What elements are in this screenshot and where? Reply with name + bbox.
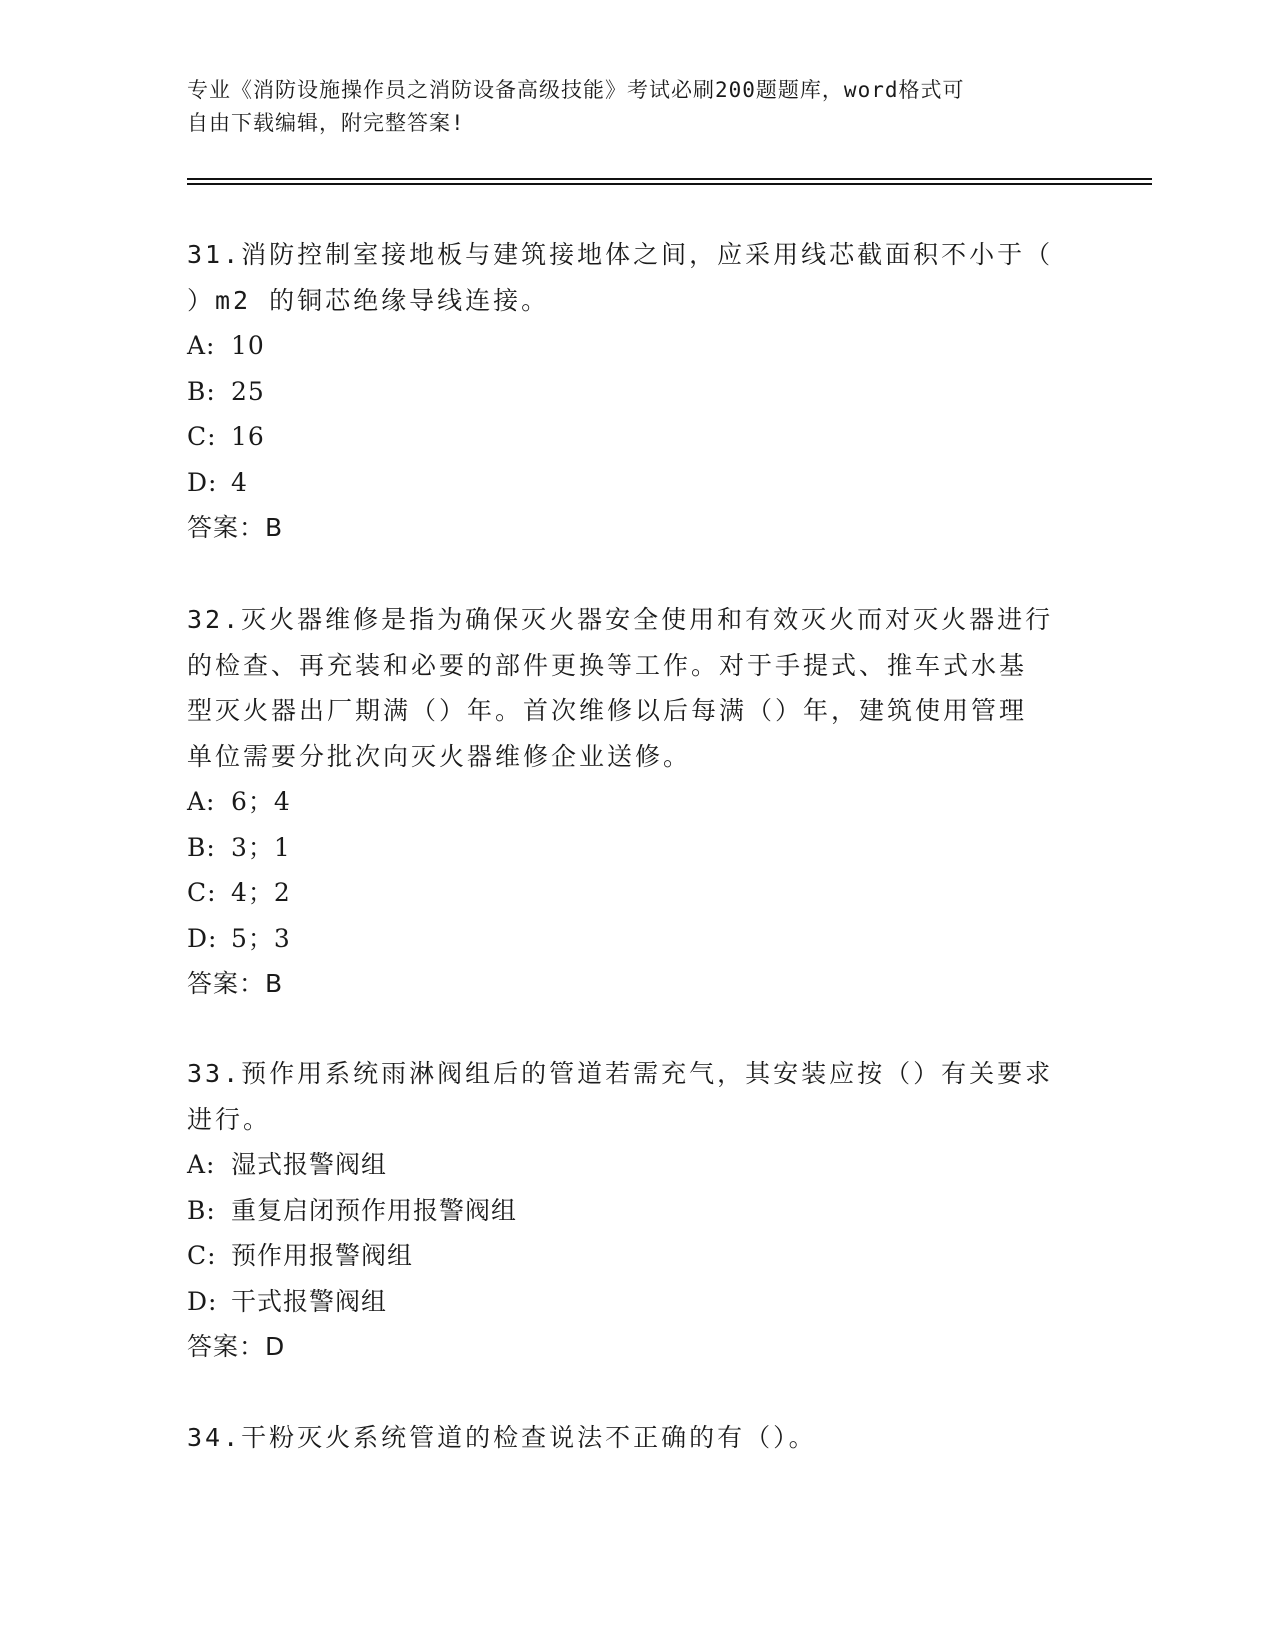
option-label: A: — [187, 1150, 216, 1179]
option-label: C: — [187, 422, 217, 451]
option-text: 干式报警阀组 — [231, 1286, 388, 1316]
header-divider-bottom — [187, 183, 1152, 185]
question-stem: 33.预作用系统雨淋阀组后的管道若需充气，其安装应按（）有关要求 进行。 — [187, 1059, 1054, 1134]
header-line-2: 自由下载编辑，附完整答案! — [187, 111, 465, 135]
option-label: A: — [187, 331, 216, 360]
question-stem: 32.灭火器维修是指为确保灭火器安全使用和有效灭火而对灭火器进行 的检查、再充装和必要的部件更换等工作。对于手提式、推车式水基 型灭火器出厂期满（）年。首次维修以后每满（）年，建筑使用管理 单位需要分批次向灭火器维修企业送修。 — [187, 605, 1054, 771]
answer-line: 答案：D — [187, 1332, 286, 1361]
option-text: 预作用报警阀组 — [231, 1241, 414, 1270]
option-text: 10 — [231, 331, 265, 360]
option-c — [187, 870, 1087, 916]
option-d — [187, 916, 1087, 962]
option-label: A: — [187, 787, 216, 816]
option-label: C: — [187, 878, 217, 907]
option-b — [187, 369, 1087, 415]
question-stem: 31.消防控制室接地板与建筑接地体之间，应采用线芯截面积不小于（ ）m2 的铜芯绝缘导线连接。 — [187, 240, 1054, 315]
option-a — [187, 779, 1087, 825]
option-label: B: — [187, 376, 216, 406]
answer-line: 答案：B — [187, 969, 284, 998]
option-d — [187, 1279, 1087, 1325]
option-b — [187, 1188, 1087, 1234]
option-text: 6；4 — [231, 787, 291, 816]
option-c — [187, 414, 1087, 460]
document-header — [187, 74, 1067, 140]
answer-line: 答案：B — [187, 513, 284, 542]
option-c — [187, 1233, 1087, 1279]
option-text: 4；2 — [231, 878, 291, 907]
option-d — [187, 460, 1087, 506]
option-label: D: — [187, 1286, 218, 1316]
header-divider-top — [187, 178, 1152, 180]
option-b — [187, 825, 1087, 871]
option-label: B: — [187, 832, 216, 862]
option-text: 重复启闭预作用报警阀组 — [231, 1195, 518, 1225]
option-a — [187, 323, 1087, 369]
option-text: 4 — [231, 467, 248, 497]
option-text: 16 — [231, 422, 265, 451]
option-text: 5；3 — [231, 923, 291, 953]
option-text: 3；1 — [231, 832, 291, 862]
question-stem: 34.干粉灭火系统管道的检查说法不正确的有（）。 — [187, 1423, 817, 1452]
option-label: C: — [187, 1241, 217, 1270]
option-a — [187, 1142, 1087, 1188]
option-label: D: — [187, 467, 218, 497]
option-text: 25 — [231, 376, 265, 406]
question-32 — [187, 597, 1087, 1007]
header-line-1: 专业《消防设施操作员之消防设备高级技能》考试必刷200题题库，word格式可 — [187, 78, 965, 102]
option-label: B: — [187, 1195, 216, 1225]
option-text: 湿式报警阀组 — [231, 1150, 388, 1179]
question-33 — [187, 1051, 1087, 1370]
question-31 — [187, 232, 1087, 551]
question-34 — [187, 1415, 1087, 1461]
option-label: D: — [187, 923, 218, 953]
